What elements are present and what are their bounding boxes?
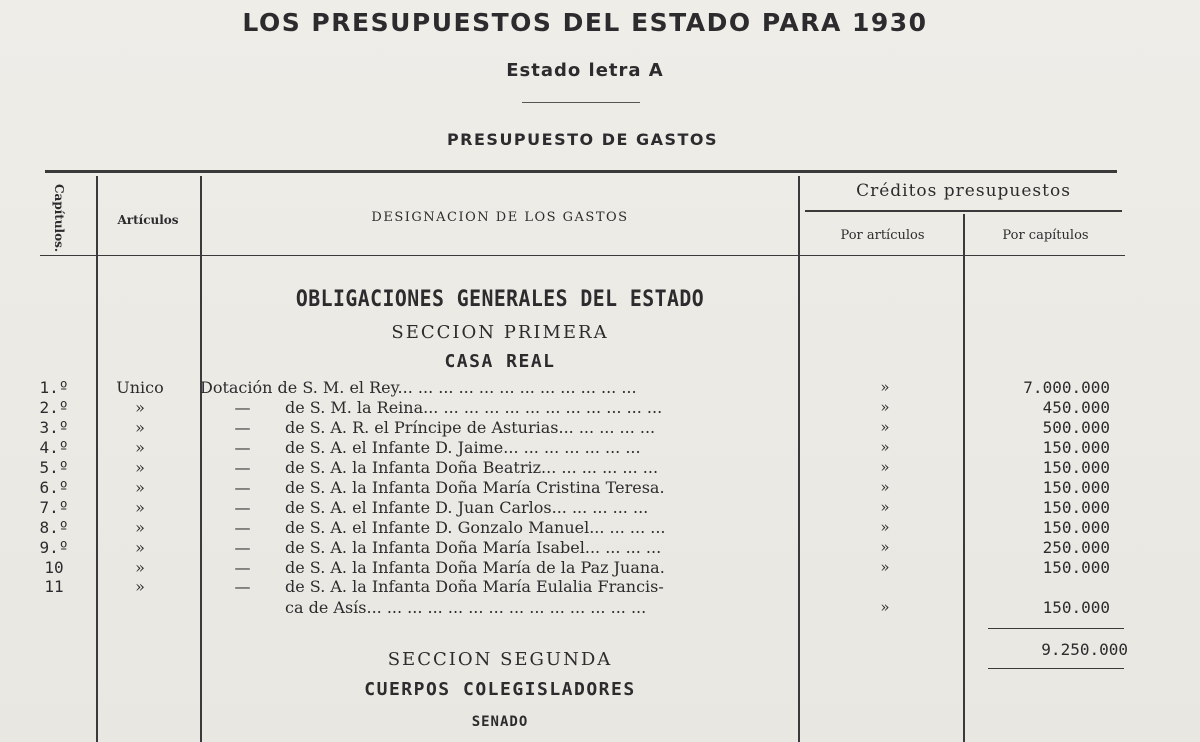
header-por-articulos: Por artículos <box>840 228 925 243</box>
heading-seccion-segunda: SECCION SEGUNDA <box>387 649 613 670</box>
table-top-rule <box>45 170 1117 173</box>
header-capitulos: Capítulos. <box>52 184 66 253</box>
row-articulo: » <box>135 577 145 596</box>
document-title: LOS PRESUPUESTOS DEL ESTADO PARA 1930 <box>242 8 928 37</box>
row-articulo: » <box>135 418 145 437</box>
row-por-articulos: » <box>880 538 890 556</box>
heading-seccion-primera: SECCION PRIMERA <box>391 322 609 343</box>
total-value: 9.250.000 <box>1041 640 1128 659</box>
row-por-articulos: » <box>880 598 890 616</box>
column-divider-4 <box>963 214 965 742</box>
row-capitulo: 9.º <box>39 538 69 557</box>
total-under-rule <box>988 668 1124 669</box>
row-por-articulos: » <box>880 438 890 456</box>
row-capitulo: 6.º <box>39 478 69 497</box>
row-designacion: Dotación de S. M. el Rey... ... ... ... ... ... ... ... ... ... ... ... <box>200 378 637 397</box>
row-articulo: Unico <box>116 378 164 397</box>
row-por-capitulos: 150.000 <box>1042 478 1110 497</box>
row-por-articulos: » <box>880 498 890 516</box>
total-rule <box>988 628 1124 629</box>
heading-obligaciones: OBLIGACIONES GENERALES DEL ESTADO <box>295 287 705 312</box>
header-articulos: Artículos <box>117 213 179 227</box>
row-capitulo: 1.º <box>39 378 69 397</box>
row-designacion: ca de Asís... ... ... ... ... ... ... ... ... ... ... ... ... ... <box>285 598 647 617</box>
row-capitulo: 2.º <box>39 398 69 417</box>
row-por-articulos: » <box>880 558 890 576</box>
short-divider <box>522 102 640 103</box>
row-designacion: — de S. A. R. el Príncipe de Asturias... ... ... ... ... <box>234 418 656 437</box>
row-por-articulos: » <box>880 458 890 476</box>
row-por-capitulos: 150.000 <box>1042 438 1110 457</box>
row-designacion: — de S. A. la Infanta Doña María Cristina Teresa. <box>234 478 665 497</box>
row-por-capitulos: 150.000 <box>1042 518 1110 537</box>
header-creditos: Créditos presupuestos <box>856 181 1071 201</box>
row-designacion: — de S. M. la Reina... ... ... ... ... ... ... ... ... ... ... ... <box>234 398 663 417</box>
row-por-capitulos: 7.000.000 <box>1023 378 1110 397</box>
row-por-capitulos: 450.000 <box>1042 398 1110 417</box>
row-articulo: » <box>135 438 145 457</box>
row-capitulo: 5.º <box>39 458 69 477</box>
row-por-capitulos: 150.000 <box>1042 558 1110 577</box>
row-por-capitulos: 250.000 <box>1042 538 1110 557</box>
column-divider-1 <box>96 176 98 742</box>
section-heading: PRESUPUESTO DE GASTOS <box>446 130 719 149</box>
row-articulo: » <box>135 518 145 537</box>
row-designacion: — de S. A. la Infanta Doña Beatriz... ... ... ... ... ... <box>234 458 659 477</box>
header-designacion: DESIGNACION DE LOS GASTOS <box>371 210 629 225</box>
row-por-articulos: » <box>880 398 890 416</box>
creditos-underline <box>805 210 1122 212</box>
row-por-capitulos: 150.000 <box>1042 458 1110 477</box>
heading-casa-real: CASA REAL <box>444 351 556 372</box>
row-articulo: » <box>135 478 145 497</box>
row-capitulo: 10 <box>44 558 64 577</box>
row-capitulo: 7.º <box>39 498 69 517</box>
row-por-capitulos: 150.000 <box>1042 598 1110 617</box>
row-designacion: — de S. A. la Infanta Doña María de la Paz Juana. <box>234 558 665 577</box>
heading-cuerpos-colegisladores: CUERPOS COLEGISLADORES <box>364 679 636 700</box>
row-capitulo: 8.º <box>39 518 69 537</box>
row-capitulo: 11 <box>44 577 64 596</box>
row-por-articulos: » <box>880 478 890 496</box>
row-designacion: — de S. A. el Infante D. Gonzalo Manuel... ... ... ... <box>234 518 666 537</box>
row-por-articulos: » <box>880 418 890 436</box>
row-por-capitulos: 150.000 <box>1042 498 1110 517</box>
row-designacion: — de S. A. el Infante D. Juan Carlos... ... ... ... ... <box>234 498 649 517</box>
row-capitulo: 3.º <box>39 418 69 437</box>
row-designacion: — de S. A. la Infanta Doña María Eulalia Francis- <box>234 577 664 596</box>
row-capitulo: 4.º <box>39 438 69 457</box>
row-por-capitulos: 500.000 <box>1042 418 1110 437</box>
row-designacion: — de S. A. el Infante D. Jaime... ... ... ... ... ... ... <box>234 438 641 457</box>
row-articulo: » <box>135 498 145 517</box>
row-articulo: » <box>135 398 145 417</box>
row-por-articulos: » <box>880 378 890 396</box>
row-articulo: » <box>135 558 145 577</box>
row-designacion: — de S. A. la Infanta Doña María Isabel... ... ... ... <box>234 538 662 557</box>
document-subtitle: Estado letra A <box>506 60 664 81</box>
row-por-articulos: » <box>880 518 890 536</box>
row-articulo: » <box>135 538 145 557</box>
row-articulo: » <box>135 458 145 477</box>
header-por-capitulos: Por capítulos <box>1002 228 1089 243</box>
heading-senado: SENADO <box>471 714 529 730</box>
